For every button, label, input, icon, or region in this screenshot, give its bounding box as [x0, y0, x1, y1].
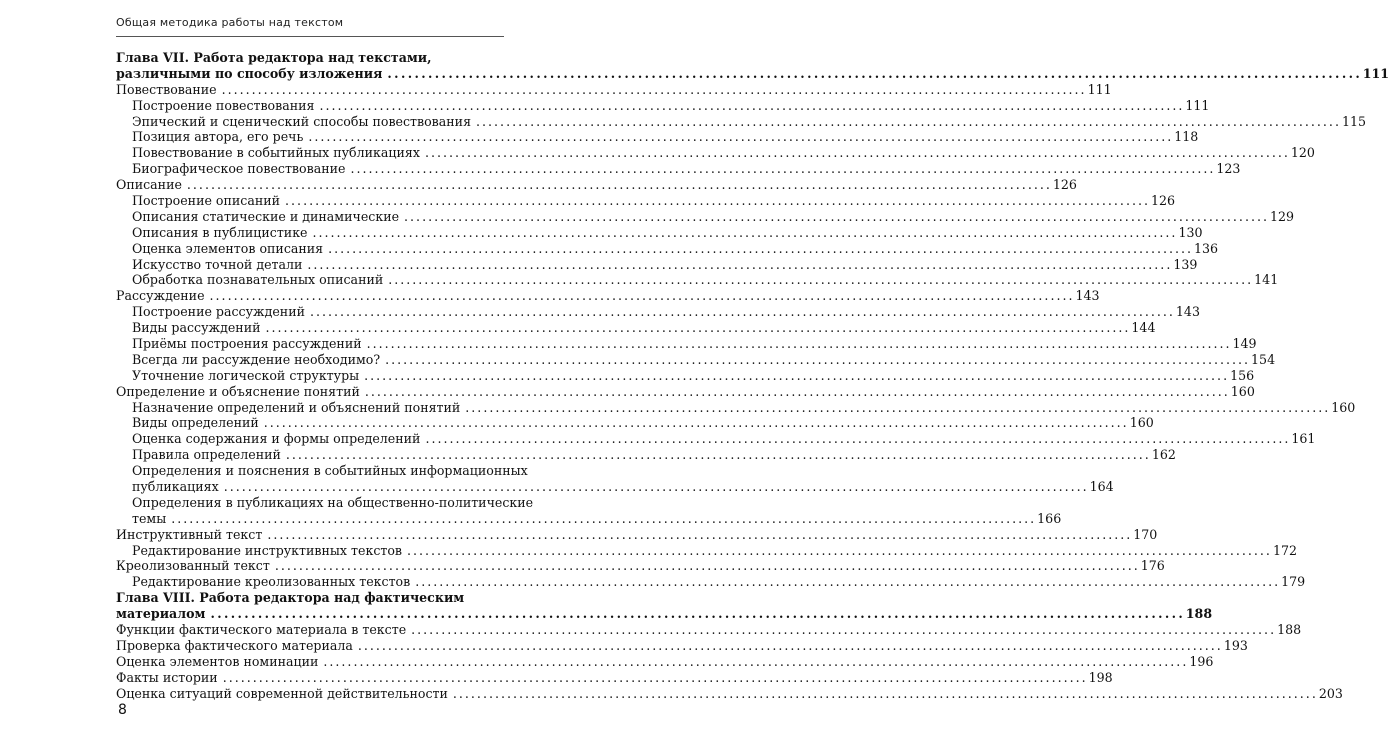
toc-entry: [116, 431, 1316, 447]
toc-entry-page: 154: [1251, 351, 1276, 367]
toc-entry-page: 179: [1281, 574, 1306, 590]
toc-leader-dots: [266, 320, 1128, 336]
toc-entry-page: 176: [1140, 558, 1165, 574]
toc-entry-page: 126: [1052, 177, 1077, 193]
toc-leader-dots: [323, 654, 1185, 670]
toc-entry: [116, 272, 1279, 288]
toc-entry-page: 123: [1216, 161, 1241, 177]
toc-entry-page: 143: [1175, 304, 1200, 320]
toc-entry-page: 118: [1174, 129, 1199, 145]
toc-entry-page: 166: [1037, 510, 1062, 526]
toc-entry: [116, 113, 1366, 130]
toc-entry: [116, 145, 1315, 161]
toc-entry: [116, 399, 1356, 416]
toc-entry-title: Оценка содержания и формы определений: [132, 431, 421, 447]
toc-entry-title: Редактирование креолизованных текстов: [132, 574, 411, 590]
toc-leader-dots: [350, 161, 1212, 177]
toc-entry: [116, 510, 1062, 527]
toc-leader-dots: [465, 400, 1327, 416]
toc-leader-dots: [187, 177, 1049, 193]
toc-entry-page: 198: [1088, 669, 1113, 685]
toc-entry: [116, 606, 1213, 622]
toc-entry: [116, 65, 1389, 82]
toc-leader-dots: [415, 574, 1277, 590]
toc-entry-line: Определения и пояснения в событийных информационных: [132, 463, 528, 479]
toc-entry-title: Оценка элементов номинации: [116, 653, 319, 669]
toc-leader-dots: [425, 145, 1287, 161]
toc-entry-page: 162: [1151, 447, 1176, 463]
toc-leader-dots: [404, 209, 1266, 225]
toc-entry-title: Определение и объяснение понятий: [116, 383, 360, 399]
toc-entry-page: 141: [1254, 272, 1279, 288]
toc-entry-title: Повествование: [116, 81, 217, 97]
toc-entry-page: 160: [1331, 399, 1356, 415]
toc-entry-page: 139: [1173, 256, 1198, 272]
toc-entry-page: 129: [1269, 208, 1295, 224]
toc-entry-page: 111: [1185, 97, 1210, 113]
toc-leader-dots: [425, 431, 1287, 447]
toc-leader-dots: [285, 193, 1147, 209]
toc-leader-dots: [313, 225, 1175, 241]
toc-entry-title: Построение повествования: [132, 97, 315, 113]
toc-entry-page: 161: [1291, 431, 1316, 447]
toc-leader-dots: [267, 527, 1129, 543]
toc-entry: [116, 336, 1257, 352]
toc-entry: [116, 81, 1112, 98]
toc-leader-dots: [319, 98, 1181, 114]
toc-leader-dots: [286, 447, 1148, 463]
toc-entry-title: Обработка познавательных описаний: [132, 272, 384, 288]
toc-entry: [116, 367, 1255, 384]
table-of-contents: [116, 50, 1389, 702]
toc-entry-title: публикациях: [132, 479, 219, 495]
toc-entry-title: Искусство точной детали: [132, 256, 303, 272]
toc-entry-title: Повествование в событийных публикациях: [132, 145, 420, 161]
toc-leader-dots: [328, 241, 1190, 257]
toc-leader-dots: [308, 129, 1170, 145]
toc-entry-title: Оценка элементов описания: [132, 240, 324, 256]
toc-entry: [116, 558, 1165, 575]
toc-entry-page: 170: [1133, 526, 1158, 542]
toc-entry-page: 115: [1341, 113, 1366, 129]
toc-entry-line: Определения в публикациях на общественно-политические: [132, 494, 534, 510]
toc-entry-title: Проверка фактического материала: [116, 637, 353, 653]
toc-entry-title: Назначение определений и объяснений понятий: [132, 399, 461, 415]
toc-entry: [116, 208, 1295, 225]
toc-entry-page: 164: [1089, 479, 1114, 495]
toc-entry: [116, 542, 1297, 559]
toc-entry-page: 188: [1185, 606, 1213, 622]
toc-entry-page: 111: [1087, 81, 1112, 97]
toc-entry: [116, 288, 1100, 304]
toc-entry-title: Факты истории: [116, 669, 218, 685]
toc-leader-dots: [385, 352, 1247, 368]
toc-entry-title: Виды определений: [132, 415, 259, 431]
toc-entry-page: 149: [1232, 336, 1257, 352]
toc-entry-page: 160: [1129, 415, 1154, 431]
toc-entry-page: 144: [1131, 320, 1156, 336]
toc-entry: [116, 415, 1154, 431]
toc-entry: [116, 129, 1199, 145]
toc-entry: [116, 653, 1214, 670]
toc-entry: [116, 240, 1219, 257]
toc-leader-dots: [171, 511, 1033, 527]
toc-entry-line: Глава VII. Работа редактора над текстами,: [116, 50, 432, 65]
toc-entry-page: 160: [1230, 383, 1255, 399]
toc-entry-title: Редактирование инструктивных текстов: [132, 542, 403, 558]
toc-entry-title: Оценка ситуаций современной действительности: [116, 685, 448, 701]
toc-entry-title: Виды рассуждений: [132, 320, 261, 336]
header-rule: [116, 36, 504, 37]
toc-entry-title: Функции фактического материала в тексте: [116, 622, 407, 638]
toc-entry-page: 196: [1189, 653, 1214, 669]
toc-entry-page: 188: [1277, 622, 1302, 638]
toc-entry: [116, 669, 1113, 686]
toc-leader-dots: [222, 82, 1084, 98]
toc-leader-dots: [210, 606, 1181, 622]
toc-entry: [116, 622, 1302, 638]
toc-leader-dots: [307, 257, 1169, 273]
toc-entry: [116, 224, 1203, 241]
toc-entry-title: Построение описаний: [132, 193, 281, 208]
toc-entry-page: 120: [1290, 145, 1315, 161]
toc-entry-title: различными по способу изложения: [116, 65, 383, 81]
toc-entry: [116, 97, 1210, 114]
toc-entry: [116, 383, 1255, 400]
toc-entry: [116, 685, 1343, 702]
toc-leader-dots: [365, 384, 1227, 400]
toc-entry-title: Эпический и сценический способы повествования: [132, 113, 472, 129]
toc-leader-dots: [358, 638, 1220, 654]
toc-entry-title: Инструктивный текст: [116, 526, 263, 542]
toc-entry: [116, 161, 1241, 177]
toc-entry-page: 111: [1362, 65, 1389, 81]
toc-leader-dots: [310, 304, 1172, 320]
toc-entry-title: Позиция автора, его речь: [132, 129, 304, 145]
toc-entry-page: 172: [1272, 542, 1297, 558]
toc-entry: [116, 193, 1176, 209]
toc-leader-dots: [275, 558, 1137, 574]
toc-leader-dots: [364, 368, 1226, 384]
toc-entry-page: 126: [1150, 193, 1176, 208]
toc-entry: [116, 320, 1156, 336]
toc-entry-page: 193: [1223, 637, 1248, 653]
toc-leader-dots: [453, 686, 1315, 702]
toc-leader-dots: [476, 114, 1338, 130]
toc-entry: [116, 304, 1200, 320]
toc-leader-dots: [411, 622, 1273, 638]
toc-leader-dots: [210, 288, 1072, 304]
toc-entry-title: Правила определений: [132, 447, 281, 463]
toc-entry: [116, 256, 1198, 273]
toc-entry-title: Описание: [116, 177, 182, 193]
toc-entry-title: Уточнение логической структуры: [132, 367, 360, 383]
running-header: Общая методика работы над текстом: [116, 16, 344, 29]
toc-entry: [116, 447, 1176, 463]
toc-leader-dots: [264, 415, 1126, 431]
toc-entry-title: Описания статические и динамические: [132, 208, 400, 224]
toc-leader-dots: [407, 543, 1269, 559]
toc-entry-line: Глава VIII. Работа редактора над фактическим: [116, 590, 465, 606]
toc-entry-title: Приёмы построения рассуждений: [132, 336, 362, 352]
toc-entry: [116, 351, 1276, 368]
toc-leader-dots: [388, 272, 1250, 288]
toc-leader-dots: [223, 670, 1085, 686]
toc-leader-dots: [367, 336, 1229, 352]
toc-entry-title: Биографическое повествование: [132, 161, 346, 177]
toc-entry: [116, 637, 1248, 654]
toc-entry-title: Рассуждение: [116, 288, 205, 304]
toc-leader-dots: [224, 479, 1086, 495]
toc-entry-title: темы: [132, 510, 167, 526]
toc-entry-title: Креолизованный текст: [116, 558, 270, 574]
toc-entry-title: Построение рассуждений: [132, 304, 305, 320]
toc-entry-page: 203: [1318, 685, 1343, 701]
toc-entry-page: 156: [1230, 367, 1255, 383]
toc-entry-title: Описания в публицистике: [132, 224, 308, 240]
toc-entry-title: Всегда ли рассуждение необходимо?: [132, 351, 381, 367]
page-number: 8: [118, 702, 127, 718]
toc-entry-page: 143: [1075, 288, 1100, 304]
toc-entry: [116, 479, 1114, 495]
toc-entry: [116, 177, 1077, 193]
toc-entry: [116, 574, 1306, 590]
toc-entry-page: 130: [1178, 224, 1203, 240]
toc-entry-page: 136: [1194, 240, 1219, 256]
toc-entry: [116, 526, 1158, 543]
toc-entry-title: материалом: [116, 606, 206, 622]
toc-leader-dots: [387, 66, 1358, 82]
